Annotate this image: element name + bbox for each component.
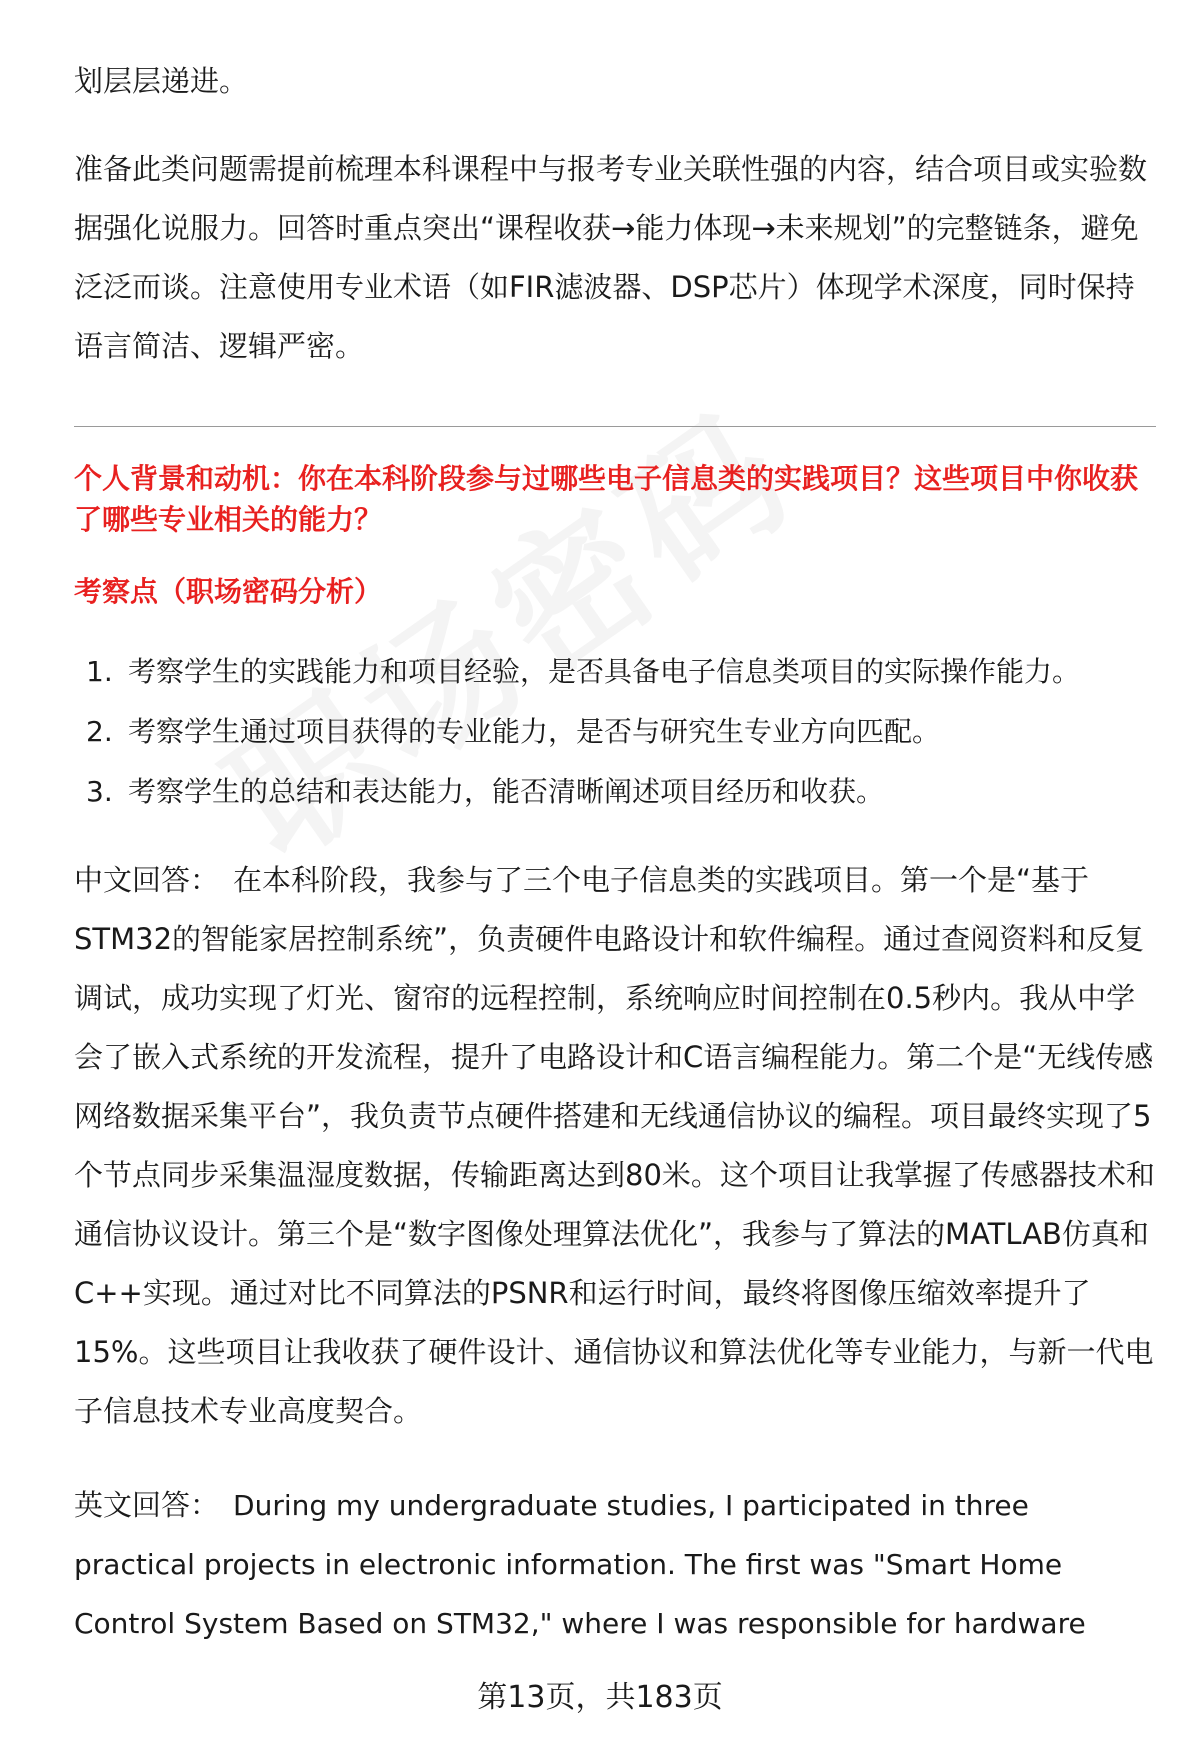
section-divider bbox=[74, 426, 1156, 427]
chinese-answer-paragraph bbox=[74, 851, 1156, 1441]
english-answer-paragraph bbox=[74, 1476, 1156, 1653]
question-heading: 个人背景和动机：你在本科阶段参与过哪些电子信息类的实践项目？这些项目中你收获了哪些专业相关的能力？ bbox=[74, 462, 1139, 536]
list-item bbox=[74, 642, 1156, 702]
list-item bbox=[74, 762, 1156, 822]
list-item-text: 考察学生的总结和表达能力，能否清晰阐述项目经历和收获。 bbox=[128, 775, 885, 808]
evaluation-points-title: 考察点（职场密码分析） bbox=[74, 575, 383, 608]
list-item bbox=[74, 702, 1156, 762]
list-item-number: 3. bbox=[86, 775, 113, 808]
continuation-paragraph: 划层层递进。 bbox=[74, 64, 249, 98]
list-item-text: 考察学生的实践能力和项目经验，是否具备电子信息类项目的实际操作能力。 bbox=[128, 655, 1081, 688]
chinese-answer-text: 在本科阶段，我参与了三个电子信息类的实践项目。第一个是“基于STM32的智能家居控制系统”，负责硬件电路设计和软件编程。通过查阅资料和反复调试，成功实现了灯光、窗帘的远程控制，系统响应时间控制在0.5秒内。我从中学会了嵌入式系统的开发流程，提升了电路设计和C语言编程能力。第二个是“无线传感网络数据采集平台”，我负责节点硬件搭建和无线通信协议的编程。项目最终实现了5个节点同步采集温湿度数据，传输距离达到80米。这个项目让我掌握了传感器技术和通信协议设计。第三个是“数字图像处理算法优化”，我参与了算法的MATLAB仿真和C++实现。通过对比不同算法的PSNR和运行时间，最终将图像压缩效率提升了15%。这些项目让我收获了硬件设计、通信协议和算法优化等专业能力，与新一代电子信息技术专业高度契合。 bbox=[74, 863, 1155, 1428]
list-item-text: 考察学生通过项目获得的专业能力，是否与研究生专业方向匹配。 bbox=[128, 715, 941, 748]
english-answer-label: 英文回答： bbox=[74, 1488, 220, 1522]
page-number-footer: 第13页，共183页 bbox=[477, 1680, 723, 1715]
list-item-number: 1. bbox=[86, 655, 113, 688]
list-item-number: 2. bbox=[86, 715, 113, 748]
advice-paragraph: 准备此类问题需提前梳理本科课程中与报考专业关联性强的内容，结合项目或实验数据强化说服力。回答时重点突出“课程收获→能力体现→未来规划”的完整链条，避免泛泛而谈。注意使用专业术语（如FIR滤波器、DSP芯片）体现学术深度，同时保持语言简洁、逻辑严密。 bbox=[74, 152, 1148, 363]
evaluation-points-list bbox=[74, 642, 1156, 822]
chinese-answer-label: 中文回答： bbox=[74, 863, 220, 897]
english-answer-text: During my undergraduate studies, I participated in three practical projects in electronic information. The first was "Smart Home Control System Based on STM32," where I was responsible for hardware bbox=[74, 1489, 1086, 1640]
